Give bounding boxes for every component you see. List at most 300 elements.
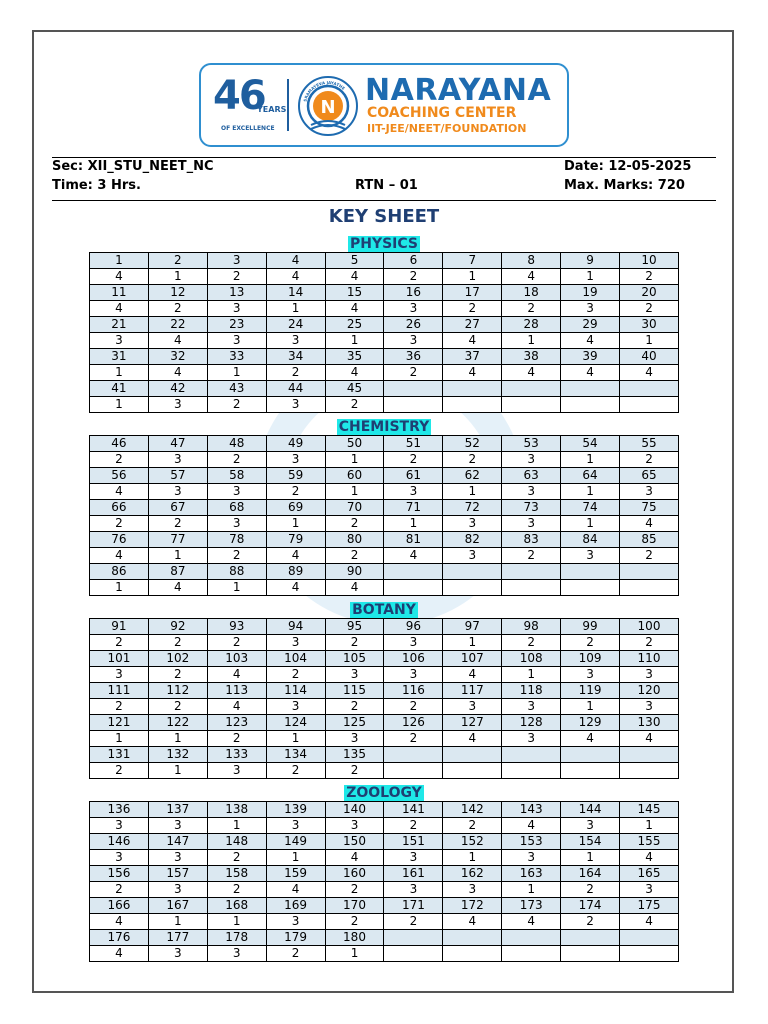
question-number-cell: 121	[90, 715, 149, 731]
answer-cell: 3	[90, 333, 149, 349]
exam-date: Date: 12-05-2025	[564, 159, 692, 174]
question-number-cell: 125	[325, 715, 384, 731]
answer-cell: 2	[207, 269, 266, 285]
question-number-cell: 27	[443, 317, 502, 333]
question-number-cell	[384, 381, 443, 397]
answer-row	[90, 580, 679, 596]
answer-cell: 2	[620, 635, 679, 651]
question-number-cell: 98	[502, 619, 561, 635]
answer-cell: 2	[207, 850, 266, 866]
brand-name: NARAYANA	[365, 73, 552, 108]
answer-cell	[620, 397, 679, 413]
question-number-cell: 49	[266, 436, 325, 452]
question-number-cell: 94	[266, 619, 325, 635]
answer-cell: 2	[325, 763, 384, 779]
question-number-cell: 154	[561, 834, 620, 850]
question-number-cell: 21	[90, 317, 149, 333]
question-number-cell: 141	[384, 802, 443, 818]
section-heading-3	[0, 782, 768, 801]
answer-row	[90, 699, 679, 715]
question-number-cell: 13	[207, 285, 266, 301]
answer-cell: 2	[207, 635, 266, 651]
question-number-cell: 108	[502, 651, 561, 667]
answer-cell: 3	[325, 818, 384, 834]
question-number-cell: 104	[266, 651, 325, 667]
question-number-cell: 90	[325, 564, 384, 580]
answer-row	[90, 548, 679, 564]
answer-cell: 1	[207, 580, 266, 596]
question-number-cell: 38	[502, 349, 561, 365]
answer-row	[90, 365, 679, 381]
answer-cell: 4	[207, 699, 266, 715]
question-number-cell: 160	[325, 866, 384, 882]
answer-cell: 3	[502, 516, 561, 532]
answer-cell: 3	[443, 699, 502, 715]
answer-cell: 2	[207, 452, 266, 468]
question-number-row	[90, 747, 679, 763]
question-number-cell: 145	[620, 802, 679, 818]
question-number-cell: 58	[207, 468, 266, 484]
section-heading-label: ZOOLOGY	[346, 785, 422, 801]
question-number-cell: 46	[90, 436, 149, 452]
answer-cell: 4	[90, 914, 149, 930]
answer-cell: 2	[90, 452, 149, 468]
answer-cell: 4	[443, 365, 502, 381]
question-number-cell: 144	[561, 802, 620, 818]
question-number-row	[90, 930, 679, 946]
answer-cell: 3	[148, 397, 207, 413]
question-number-row	[90, 436, 679, 452]
answer-cell: 4	[148, 580, 207, 596]
answer-cell: 1	[207, 365, 266, 381]
answer-cell: 4	[90, 946, 149, 962]
question-number-cell: 105	[325, 651, 384, 667]
answer-row	[90, 301, 679, 317]
question-number-cell: 82	[443, 532, 502, 548]
answer-cell	[561, 580, 620, 596]
answer-cell: 3	[207, 946, 266, 962]
answer-cell: 4	[325, 580, 384, 596]
brand-tagline: IIT-JEE/NEET/FOUNDATION	[367, 122, 527, 135]
question-number-cell: 129	[561, 715, 620, 731]
brand-subtitle: COACHING CENTER	[367, 105, 517, 121]
question-number-cell: 79	[266, 532, 325, 548]
answer-cell: 4	[266, 269, 325, 285]
question-number-cell	[561, 930, 620, 946]
question-number-cell: 163	[502, 866, 561, 882]
question-number-cell	[384, 747, 443, 763]
answer-cell: 3	[266, 452, 325, 468]
question-number-cell	[561, 564, 620, 580]
question-number-cell: 2	[148, 253, 207, 269]
question-number-cell: 31	[90, 349, 149, 365]
answer-cell: 1	[561, 269, 620, 285]
question-number-cell: 50	[325, 436, 384, 452]
answer-row	[90, 882, 679, 898]
answer-cell: 2	[384, 452, 443, 468]
question-number-cell	[443, 930, 502, 946]
excellence-label: OF EXCELLENCE	[221, 125, 275, 132]
answer-cell: 2	[561, 635, 620, 651]
question-number-row	[90, 317, 679, 333]
answer-cell: 3	[207, 484, 266, 500]
question-number-cell: 174	[561, 898, 620, 914]
answer-cell: 3	[90, 667, 149, 683]
answer-cell: 1	[443, 850, 502, 866]
question-number-cell: 140	[325, 802, 384, 818]
question-number-cell: 131	[90, 747, 149, 763]
question-number-cell: 92	[148, 619, 207, 635]
question-number-cell: 55	[620, 436, 679, 452]
answer-cell: 1	[325, 452, 384, 468]
question-number-cell: 70	[325, 500, 384, 516]
answer-cell: 4	[561, 333, 620, 349]
question-number-cell: 89	[266, 564, 325, 580]
question-number-cell: 10	[620, 253, 679, 269]
answer-cell: 3	[90, 818, 149, 834]
answer-cell: 3	[325, 667, 384, 683]
question-number-cell: 175	[620, 898, 679, 914]
answer-cell	[561, 946, 620, 962]
answer-cell: 1	[443, 635, 502, 651]
question-number-cell: 63	[502, 468, 561, 484]
answer-cell: 3	[148, 452, 207, 468]
answer-cell: 1	[561, 699, 620, 715]
question-number-cell: 76	[90, 532, 149, 548]
question-number-cell: 126	[384, 715, 443, 731]
answer-cell: 1	[502, 882, 561, 898]
question-number-row	[90, 715, 679, 731]
page-title: KEY SHEET	[328, 206, 440, 227]
question-number-row	[90, 619, 679, 635]
answer-cell: 2	[148, 667, 207, 683]
answer-cell: 2	[384, 365, 443, 381]
question-number-cell: 166	[90, 898, 149, 914]
question-number-cell: 109	[561, 651, 620, 667]
answer-cell: 2	[502, 548, 561, 564]
answer-cell: 3	[384, 484, 443, 500]
question-number-cell: 137	[148, 802, 207, 818]
question-number-cell: 172	[443, 898, 502, 914]
question-number-cell: 47	[148, 436, 207, 452]
question-number-cell: 53	[502, 436, 561, 452]
question-number-cell: 41	[90, 381, 149, 397]
question-number-cell: 45	[325, 381, 384, 397]
answer-cell: 3	[207, 333, 266, 349]
answer-cell: 4	[325, 850, 384, 866]
question-number-cell: 134	[266, 747, 325, 763]
answer-cell: 2	[325, 635, 384, 651]
answer-cell: 4	[561, 365, 620, 381]
question-number-cell: 28	[502, 317, 561, 333]
answer-row	[90, 818, 679, 834]
answer-cell: 4	[90, 269, 149, 285]
question-number-cell: 107	[443, 651, 502, 667]
answer-cell: 2	[90, 635, 149, 651]
emblem-letter: N	[320, 97, 336, 118]
question-number-cell: 91	[90, 619, 149, 635]
answer-cell: 3	[502, 850, 561, 866]
question-number-cell: 15	[325, 285, 384, 301]
answer-cell	[502, 946, 561, 962]
question-number-cell: 72	[443, 500, 502, 516]
answer-cell: 4	[148, 365, 207, 381]
answer-cell: 3	[148, 882, 207, 898]
question-number-cell: 171	[384, 898, 443, 914]
question-number-row	[90, 349, 679, 365]
answer-cell: 3	[266, 914, 325, 930]
answer-cell: 4	[443, 333, 502, 349]
question-number-cell: 6	[384, 253, 443, 269]
question-number-cell: 176	[90, 930, 149, 946]
question-number-cell: 177	[148, 930, 207, 946]
question-number-cell: 132	[148, 747, 207, 763]
question-number-cell: 102	[148, 651, 207, 667]
answer-cell: 2	[266, 946, 325, 962]
answer-cell	[384, 397, 443, 413]
question-number-cell: 97	[443, 619, 502, 635]
answer-cell	[384, 763, 443, 779]
question-number-cell: 99	[561, 619, 620, 635]
answer-row	[90, 731, 679, 747]
question-number-cell: 161	[384, 866, 443, 882]
answer-row	[90, 667, 679, 683]
question-number-cell: 84	[561, 532, 620, 548]
answer-cell: 4	[90, 484, 149, 500]
section-heading-label: CHEMISTRY	[338, 419, 430, 435]
question-number-cell: 36	[384, 349, 443, 365]
answer-cell: 1	[620, 333, 679, 349]
answer-cell: 3	[266, 818, 325, 834]
answer-cell: 2	[207, 731, 266, 747]
answer-cell: 2	[90, 699, 149, 715]
answer-cell: 3	[502, 452, 561, 468]
question-number-cell: 14	[266, 285, 325, 301]
question-number-cell: 9	[561, 253, 620, 269]
answer-cell: 1	[148, 914, 207, 930]
answer-cell: 3	[561, 667, 620, 683]
answer-cell: 2	[325, 699, 384, 715]
question-number-cell: 64	[561, 468, 620, 484]
question-number-cell: 24	[266, 317, 325, 333]
question-number-cell: 117	[443, 683, 502, 699]
question-number-cell: 101	[90, 651, 149, 667]
question-number-cell: 81	[384, 532, 443, 548]
answer-cell: 1	[620, 818, 679, 834]
answer-cell: 4	[266, 882, 325, 898]
answer-cell: 1	[561, 516, 620, 532]
section-code: Sec: XII_STU_NEET_NC	[52, 159, 214, 174]
answer-cell: 4	[620, 365, 679, 381]
question-number-cell: 60	[325, 468, 384, 484]
question-number-cell: 20	[620, 285, 679, 301]
question-number-cell: 128	[502, 715, 561, 731]
question-number-cell: 170	[325, 898, 384, 914]
answer-cell: 4	[325, 269, 384, 285]
answer-cell: 4	[620, 731, 679, 747]
header-rule-top	[52, 157, 716, 158]
question-number-cell: 32	[148, 349, 207, 365]
question-number-cell: 95	[325, 619, 384, 635]
answer-cell: 4	[502, 365, 561, 381]
question-number-cell: 77	[148, 532, 207, 548]
answer-cell: 2	[561, 914, 620, 930]
narayana-logo	[199, 63, 569, 147]
answer-cell: 2	[148, 699, 207, 715]
question-number-cell: 74	[561, 500, 620, 516]
question-number-cell: 62	[443, 468, 502, 484]
answer-cell: 4	[502, 269, 561, 285]
answer-key-table	[89, 252, 679, 413]
question-number-cell: 48	[207, 436, 266, 452]
answer-cell: 3	[561, 301, 620, 317]
answer-cell: 1	[207, 818, 266, 834]
answer-cell: 2	[148, 516, 207, 532]
answer-key-table	[89, 801, 679, 962]
answer-cell: 2	[207, 397, 266, 413]
question-number-cell	[502, 564, 561, 580]
answer-key-table	[89, 435, 679, 596]
answer-cell: 3	[207, 301, 266, 317]
question-number-cell: 78	[207, 532, 266, 548]
question-number-cell: 52	[443, 436, 502, 452]
answer-cell: 4	[502, 818, 561, 834]
question-number-row	[90, 802, 679, 818]
question-number-cell: 37	[443, 349, 502, 365]
question-number-cell: 149	[266, 834, 325, 850]
answer-cell	[502, 397, 561, 413]
answer-row	[90, 946, 679, 962]
logo-divider	[287, 79, 289, 131]
question-number-cell: 85	[620, 532, 679, 548]
header-rule-bottom	[52, 200, 716, 201]
question-number-cell: 155	[620, 834, 679, 850]
answer-cell: 3	[502, 699, 561, 715]
question-number-cell	[561, 381, 620, 397]
question-number-cell: 136	[90, 802, 149, 818]
question-number-cell: 68	[207, 500, 266, 516]
answer-cell: 4	[325, 365, 384, 381]
answer-cell: 2	[325, 397, 384, 413]
question-number-cell	[443, 564, 502, 580]
answer-cell: 1	[266, 301, 325, 317]
answer-cell	[443, 580, 502, 596]
question-number-cell: 83	[502, 532, 561, 548]
question-number-cell: 179	[266, 930, 325, 946]
answer-cell: 4	[620, 516, 679, 532]
question-number-cell: 87	[148, 564, 207, 580]
answer-row	[90, 635, 679, 651]
answer-cell: 3	[561, 548, 620, 564]
question-number-cell	[620, 381, 679, 397]
question-number-cell: 54	[561, 436, 620, 452]
answer-cell: 2	[148, 301, 207, 317]
answer-cell: 1	[148, 763, 207, 779]
answer-cell: 3	[384, 850, 443, 866]
answer-cell: 1	[325, 946, 384, 962]
question-number-row	[90, 866, 679, 882]
answer-cell: 2	[266, 484, 325, 500]
answer-cell: 3	[502, 731, 561, 747]
answer-cell: 3	[207, 763, 266, 779]
answer-cell: 1	[561, 452, 620, 468]
question-number-cell	[502, 930, 561, 946]
question-number-cell	[443, 381, 502, 397]
question-number-cell: 66	[90, 500, 149, 516]
question-number-cell: 123	[207, 715, 266, 731]
emblem-motto: SRAMAYEVA JAYATHE	[302, 79, 346, 103]
narayana-emblem-icon	[297, 75, 359, 137]
question-number-cell: 119	[561, 683, 620, 699]
answer-cell: 3	[384, 882, 443, 898]
answer-cell	[620, 763, 679, 779]
question-number-cell: 151	[384, 834, 443, 850]
answer-cell: 3	[148, 818, 207, 834]
answer-cell: 4	[620, 914, 679, 930]
question-number-row	[90, 834, 679, 850]
answer-cell: 3	[266, 635, 325, 651]
question-number-cell: 26	[384, 317, 443, 333]
answer-cell: 1	[443, 484, 502, 500]
answer-cell: 4	[325, 301, 384, 317]
question-number-cell: 93	[207, 619, 266, 635]
question-number-cell: 118	[502, 683, 561, 699]
answer-cell	[502, 763, 561, 779]
answer-cell: 4	[148, 333, 207, 349]
answer-cell: 4	[443, 731, 502, 747]
answer-cell	[561, 397, 620, 413]
answer-cell: 3	[620, 667, 679, 683]
answer-cell: 3	[384, 333, 443, 349]
question-number-cell: 88	[207, 564, 266, 580]
answer-cell: 4	[266, 548, 325, 564]
answer-cell: 1	[561, 484, 620, 500]
question-number-cell: 173	[502, 898, 561, 914]
question-number-cell	[620, 564, 679, 580]
answer-row	[90, 397, 679, 413]
answer-cell: 4	[384, 548, 443, 564]
answer-cell: 3	[443, 548, 502, 564]
years-badge	[213, 73, 287, 135]
question-number-cell: 1	[90, 253, 149, 269]
answer-row	[90, 484, 679, 500]
answer-cell: 3	[620, 882, 679, 898]
answer-cell	[384, 580, 443, 596]
question-number-cell: 111	[90, 683, 149, 699]
question-number-cell: 147	[148, 834, 207, 850]
question-number-cell: 19	[561, 285, 620, 301]
answer-cell: 2	[620, 269, 679, 285]
question-number-cell: 148	[207, 834, 266, 850]
section-heading-label: BOTANY	[352, 602, 416, 618]
question-number-cell: 164	[561, 866, 620, 882]
answer-row	[90, 333, 679, 349]
question-number-cell: 110	[620, 651, 679, 667]
answer-cell: 2	[620, 452, 679, 468]
question-number-cell: 23	[207, 317, 266, 333]
answer-cell: 1	[148, 548, 207, 564]
answer-cell: 1	[90, 580, 149, 596]
question-number-cell: 29	[561, 317, 620, 333]
section-heading-1	[0, 416, 768, 435]
question-number-cell: 114	[266, 683, 325, 699]
answer-cell	[384, 946, 443, 962]
question-number-cell: 35	[325, 349, 384, 365]
question-number-cell: 40	[620, 349, 679, 365]
question-number-cell: 133	[207, 747, 266, 763]
answer-cell: 1	[266, 516, 325, 532]
answer-cell	[443, 763, 502, 779]
